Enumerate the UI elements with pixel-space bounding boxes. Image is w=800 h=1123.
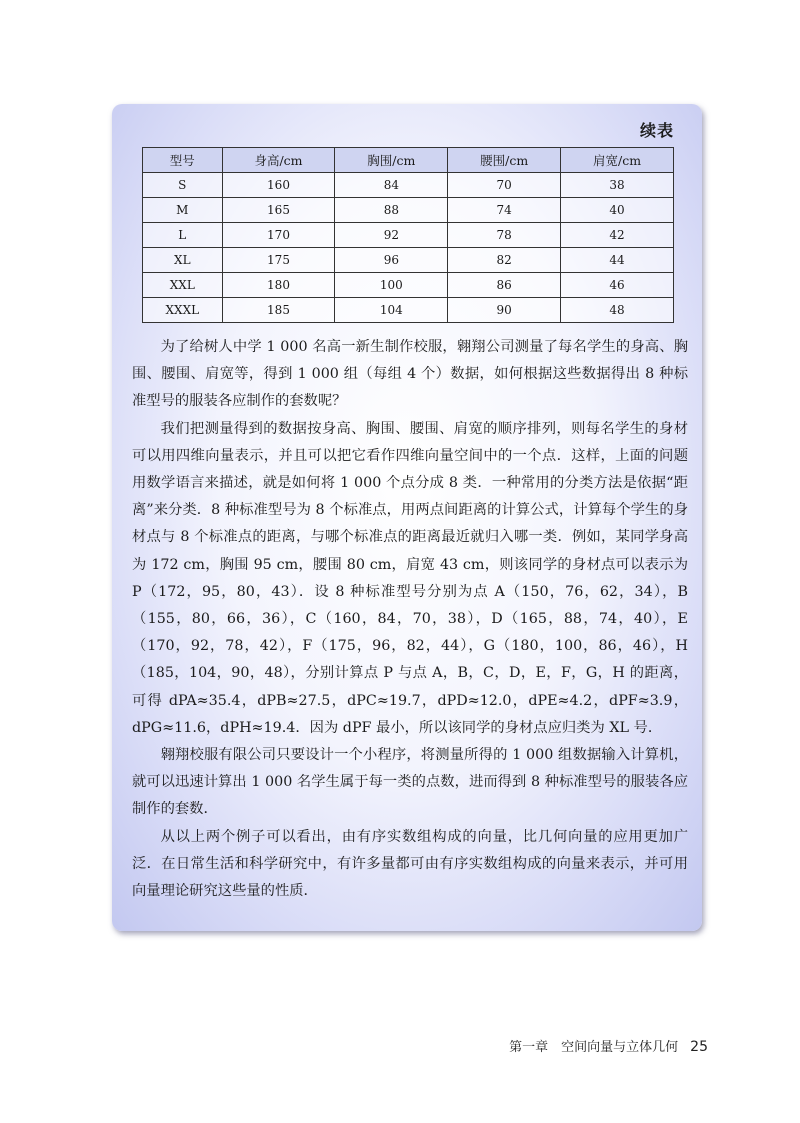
paragraph-program: 翱翔校服有限公司只要设计一个小程序，将测量所得的 1 000 组数据输入计算机，就可以迅速计算出 1 000 名学生属于每一类的点数，进而得到 8 种标准型号的服装各应制作的套数． [132,747,688,818]
table-cell: 165 [222,198,335,223]
table-cell: 86 [448,273,561,298]
header-cell-shoulder: 肩宽/cm [561,148,674,173]
table-cell: 185 [222,298,335,323]
table-cell: 48 [561,298,674,323]
table-cell: 90 [448,298,561,323]
header-cell-height: 身高/cm [222,148,335,173]
table-row [143,173,674,198]
table-cell: 96 [335,248,448,273]
header-cell-chest: 胸围/cm [335,148,448,173]
table-cell: 84 [335,173,448,198]
table-cell: 88 [335,198,448,223]
size-table [142,147,674,323]
table-cell: 44 [561,248,674,273]
table-cell: 180 [222,273,335,298]
table-cell: XXXL [143,298,223,323]
table-cell: 74 [448,198,561,223]
table-row [143,298,674,323]
header-cell-size: 型号 [143,148,223,173]
table-cell: 70 [448,173,561,198]
table-cell: 104 [335,298,448,323]
table-cell: XL [143,248,223,273]
table-cell: 42 [561,223,674,248]
paragraph-conclusion: 从以上两个例子可以看出，由有序实数组构成的向量，比几何向量的应用更加广泛．在日常生活和科学研究中，有许多量都可由有序实数组构成的向量来表示，并可用向量理论研究这些量的性质． [132,828,688,900]
table-cell: XXL [143,273,223,298]
table-row [143,248,674,273]
chapter-title: 第一章 空间向量与立体几何 [509,1040,679,1055]
table-cell: 78 [448,223,561,248]
table-header-row [143,148,674,173]
table-cell: 170 [222,223,335,248]
table-cell: 160 [222,173,335,198]
table-cell: 92 [335,223,448,248]
table-row [143,198,674,223]
page-footer [509,1036,708,1055]
table-cell: 82 [448,248,561,273]
table-cell: 38 [561,173,674,198]
table-continued-title: 续表 [639,121,674,140]
table-cell: 46 [561,273,674,298]
table-cell: L [143,223,223,248]
table-cell: 175 [222,248,335,273]
header-cell-waist: 腰围/cm [448,148,561,173]
table-row [143,223,674,248]
page-number: 25 [690,1039,708,1055]
table-row [143,273,674,298]
table-cell: M [143,198,223,223]
table-cell: S [143,173,223,198]
table-cell: 100 [335,273,448,298]
content-panel [112,104,702,931]
body-text [132,334,688,905]
table-cell: 40 [561,198,674,223]
paragraph-distance-classification: 我们把测量得到的数据按身高、胸围、腰围、肩宽的顺序排列，则每名学生的身材可以用四维向量表示，并且可以把它看作四维向量空间中的一个点．这样，上面的问题用数学语言来描述，就是如何将 1 000 个点分成 8 类．一种常用的分类方法是依据“距离”来分类．8 种标准型号为 8 个标准点，用两点间距离的计算公式，计算每个学生的身材点与 8 个标准点的距离，与哪个标准点的距离最近就归入哪一类．例如，某同学身高为 172 cm，胸围 95 cm，腰围 80 cm，肩宽 43 cm，则该同学的身材点可以表示为 P（172，95，80，43）．设 8 种标准型号分别为点 A（150，76，62，34），B（155，80，66，36），C（160，84，70，38），D（165，88，74，40），E（170，92，78，42），F（175，96，82，44），G（180，100，86，46），H（185，104，90，48），分别计算点 P 与点 A，B，C，D，E，F，G，H 的距离，可得 dPA≈35.4，dPB≈27.5，dPC≈19.7，dPD≈12.0，dPE≈4.2，dPF≈3.9，dPG≈11.6，dPH≈19.4．因为 dPF 最小，所以该同学的身材点应归类为 XL 号． [132,420,688,736]
paragraph-uniform-problem: 为了给树人中学 1 000 名高一新生制作校服，翱翔公司测量了每名学生的身高、胸围、腰围、肩宽等，得到 1 000 组（每组 4 个）数据，如何根据这些数据得出 8 种标准型号的服装各应制作的套数呢？ [132,339,688,410]
